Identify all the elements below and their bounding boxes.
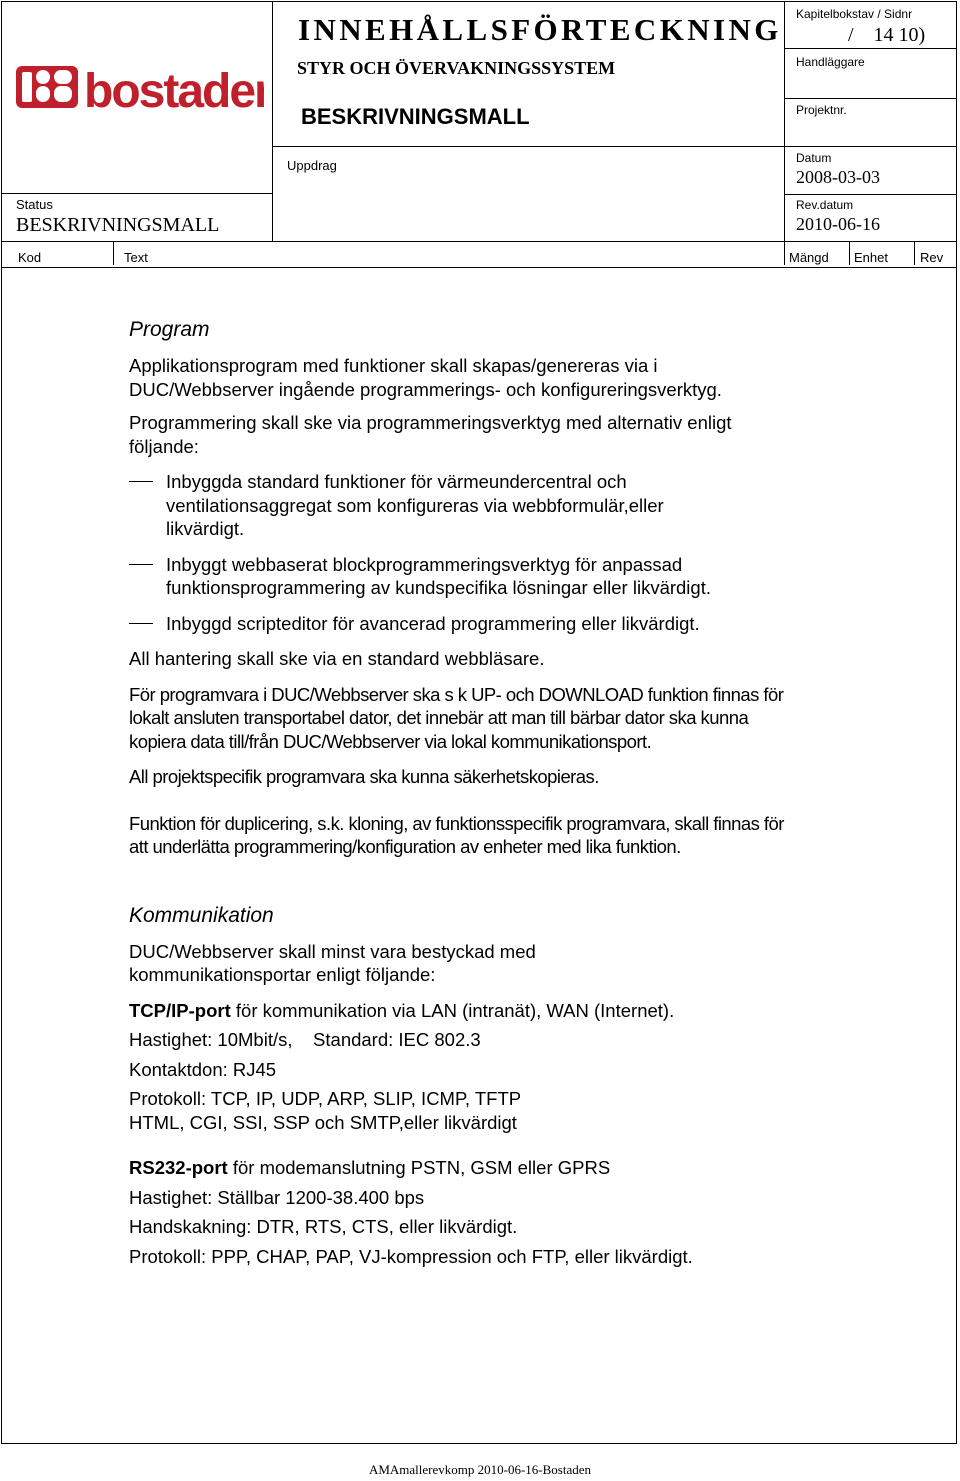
divider	[784, 241, 785, 265]
dash-icon	[129, 481, 153, 482]
column-kod: Kod	[18, 250, 42, 265]
paragraph: All hantering skall ske via en standard webbläsare.	[129, 648, 545, 669]
rs232-handshake: Handskakning: DTR, RTS, CTS, eller likvärdigt.	[129, 1216, 518, 1237]
dash-icon	[129, 623, 153, 624]
status-label: Status	[16, 197, 53, 212]
paragraph: Programmering skall ske via programmeringsverktyg med alternativ enligt följande:	[129, 412, 732, 457]
page-footer: AMAmallerevkomp 2010-06-16-Bostaden	[368, 1462, 592, 1477]
divider	[784, 98, 957, 99]
divider	[113, 241, 114, 265]
handlaggare-label: Handläggare	[796, 55, 865, 69]
rs232-port-label: RS232-port	[129, 1157, 228, 1178]
column-enhet: Enhet	[854, 250, 888, 265]
divider	[1, 267, 957, 268]
projektnr-label: Projektnr.	[796, 103, 847, 117]
section-heading-kommunikation: Kommunikation	[129, 903, 274, 927]
divider	[784, 48, 957, 49]
rs232-protocol: Protokoll: PPP, CHAP, PAP, VJ-kompression och FTP, eller likvärdigt.	[129, 1245, 693, 1267]
divider	[849, 241, 850, 265]
rs232-port-line: RS232-port för modemanslutning PSTN, GSM eller GPRS	[129, 1157, 611, 1178]
paragraph: För programvara i DUC/Webbserver ska s k UP- och DOWNLOAD funktion finnas för lokalt ansluten transportabel dator, det innebär att man till bärbar dator ska kunna kopiera data till/från DUC/Webbserver via lokal kommunikationsport.	[129, 683, 784, 752]
list-item: Inbyggda standard funktioner för värmeundercentral och ventilationsaggregat som konfigureras via webbformulär,eller likvärdigt.	[129, 470, 746, 541]
tcp-port-label: TCP/IP-port	[129, 999, 231, 1021]
tcp-contact: Kontaktdon: RJ45	[129, 1058, 277, 1080]
kapitel-value: / 14 10)	[848, 24, 926, 46]
datum-value: 2008-03-03	[796, 167, 880, 187]
paragraph: Funktion för duplicering, s.k. kloning, av funktionsspecifik programvara, skall finnas för att underlätta programmering/konfiguration av enheter med lika funktion.	[129, 812, 784, 857]
kapitel-label: Kapitelbokstav / Sidnr	[796, 7, 913, 21]
subtitle: STYR OCH ÖVERVAKNINGSSYSTEM	[297, 58, 616, 78]
divider	[1, 241, 957, 242]
column-text: Text	[124, 250, 148, 265]
paragraph: Applikationsprogram med funktioner skall skapas/genereras via i DUC/Webbserver ingående programmerings- och konfigureringsverktyg.	[129, 355, 722, 400]
datum-label: Datum	[796, 151, 832, 165]
divider	[272, 146, 957, 147]
tcp-speed: Hastighet: 10Mbit/s, Standard: IEC 802.3	[129, 1029, 481, 1050]
uppdrag-label: Uppdrag	[287, 158, 337, 173]
revdatum-label: Rev.datum	[796, 198, 854, 212]
divider	[784, 1, 785, 241]
divider	[784, 194, 957, 195]
list-item: Inbyggt webbaserat blockprogrammeringsverktyg för anpassad funktionsprogrammering av kundspecifika lösningar eller likvärdigt.	[129, 553, 806, 600]
column-mangd: Mängd	[789, 250, 829, 265]
section-heading-program: Program	[129, 318, 210, 341]
paragraph: All projektspecifik programvara ska kunna säkerhetskopieras.	[129, 766, 599, 787]
divider	[1, 193, 272, 194]
tcp-protocol: Protokoll: TCP, IP, UDP, ARP, SLIP, ICMP, TFTP	[129, 1088, 522, 1109]
dash-icon	[129, 564, 153, 565]
column-rev: Rev	[920, 250, 944, 265]
tcp-protocol-2: HTML, CGI, SSI, SSP och SMTP,eller likvärdigt	[129, 1111, 517, 1133]
revdatum-value: 2010-06-16	[796, 214, 880, 234]
divider	[914, 241, 915, 265]
tcp-port-line: TCP/IP-port för kommunikation via LAN (intranät), WAN (Internet).	[129, 999, 675, 1021]
rs232-speed: Hastighet: Ställbar 1200-38.400 bps	[129, 1186, 425, 1208]
bostaden-logo	[14, 60, 264, 120]
page-title: INNEHÅLLSFÖRTECKNING	[298, 12, 782, 47]
status-value: BESKRIVNINGSMALL	[16, 214, 220, 236]
document-body	[129, 316, 929, 1268]
list-item: Inbyggd scripteditor för avancerad programmering eller likvärdigt.	[129, 612, 929, 636]
doc-type: BESKRIVNINGSMALL	[301, 104, 530, 129]
paragraph: DUC/Webbserver skall minst vara bestyckad med kommunikationsportar enligt följande:	[129, 940, 536, 985]
divider	[272, 1, 273, 241]
svg-text:bostaden: bostaden	[84, 65, 264, 118]
logo-icon	[14, 60, 264, 120]
